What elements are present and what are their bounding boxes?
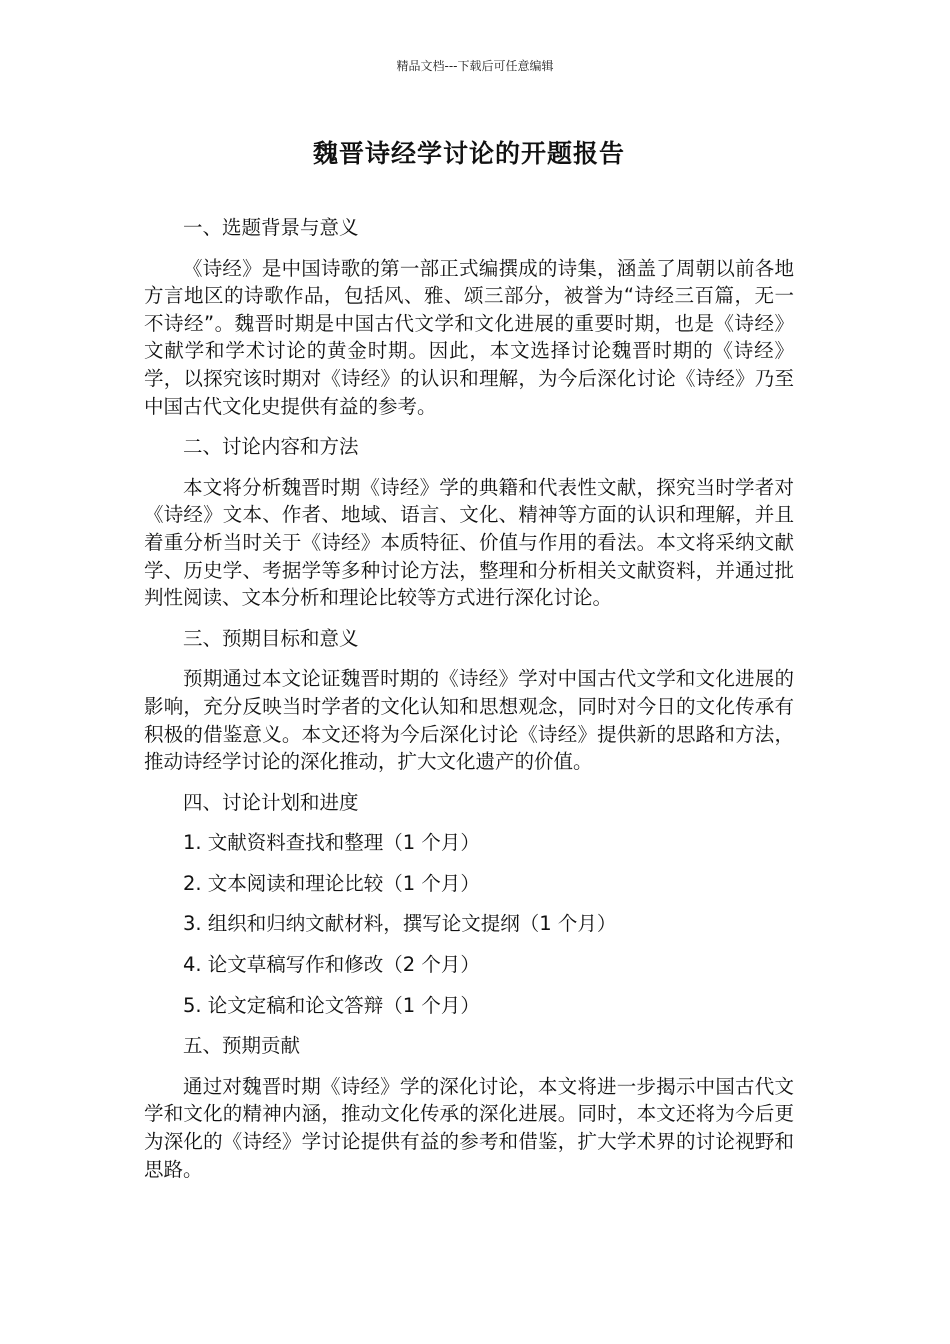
plan-item: 4. 论文草稿写作和修改（2 个月） [183,953,480,977]
plan-item: 3. 组织和归纳文献材料，撰写论文提纲（1 个月） [183,912,617,936]
section-content-method [144,433,794,612]
section-goals [144,625,794,776]
section-heading: 二、讨论内容和方法 [183,435,359,459]
section-heading: 一、选题背景与意义 [183,216,359,239]
header-note: 精品文档---下载后可任意编辑 [396,59,554,73]
section-heading: 四、讨论计划和进度 [183,790,359,814]
section-background [144,214,794,420]
section-plan [144,789,794,1020]
section-paragraph: 预期通过本文论证魏晋时期的《诗经》学对中国古代文学和文化进展的影响，充分反映当时学者的文化认知和思想观念，同时对今日的文化传承有积极的借鉴意义。本文还将为今后深化讨论《诗经》提供新的思路和方法，推动诗经学讨论的深化推动，扩大文化遗产的价值。 [144,667,794,774]
section-heading: 五、预期贡献 [183,1034,301,1058]
plan-item: 5. 论文定稿和论文答辩（1 个月） [183,993,480,1017]
document-title: 魏晋诗经学讨论的开题报告 [312,139,625,168]
section-contribution [144,1032,794,1183]
plan-item: 2. 文本阅读和理论比较（1 个月） [183,871,480,895]
section-heading: 三、预期目标和意义 [183,626,359,650]
document-body [144,134,794,1196]
section-paragraph: 《诗经》是中国诗歌的第一部正式编撰成的诗集，涵盖了周朝以前各地方言地区的诗歌作品，包括风、雅、颂三部分，被誉为“诗经三百篇，无一不诗经”。魏晋时期是中国古代文学和文化进展的重要时期，也是《诗经》文献学和学术讨论的黄金时期。因此，本文选择讨论魏晋时期的《诗经》学，以探究该时期对《诗经》的认识和理解，为今后深化讨论《诗经》乃至中国古代文化史提供有益的参考。 [144,256,794,418]
section-paragraph: 本文将分析魏晋时期《诗经》学的典籍和代表性文献，探究当时学者对《诗经》文本、作者、地域、语言、文化、精神等方面的认识和理解，并且着重分析当时关于《诗经》本质特征、价值与作用的看法。本文将采纳文献学、历史学、考据学等多种讨论方法，整理和分析相关文献资料，并通过批判性阅读、文本分析和理论比较等方式进行深化讨论。 [144,475,794,610]
section-paragraph: 通过对魏晋时期《诗经》学的深化讨论，本文将进一步揭示中国古代文学和文化的精神内涵，推动文化传承的深化进展。同时，本文还将为今后更为深化的《诗经》学讨论提供有益的参考和借鉴，扩大学术界的讨论视野和思路。 [144,1074,794,1181]
plan-item: 1. 文献资料查找和整理（1 个月） [183,831,480,855]
